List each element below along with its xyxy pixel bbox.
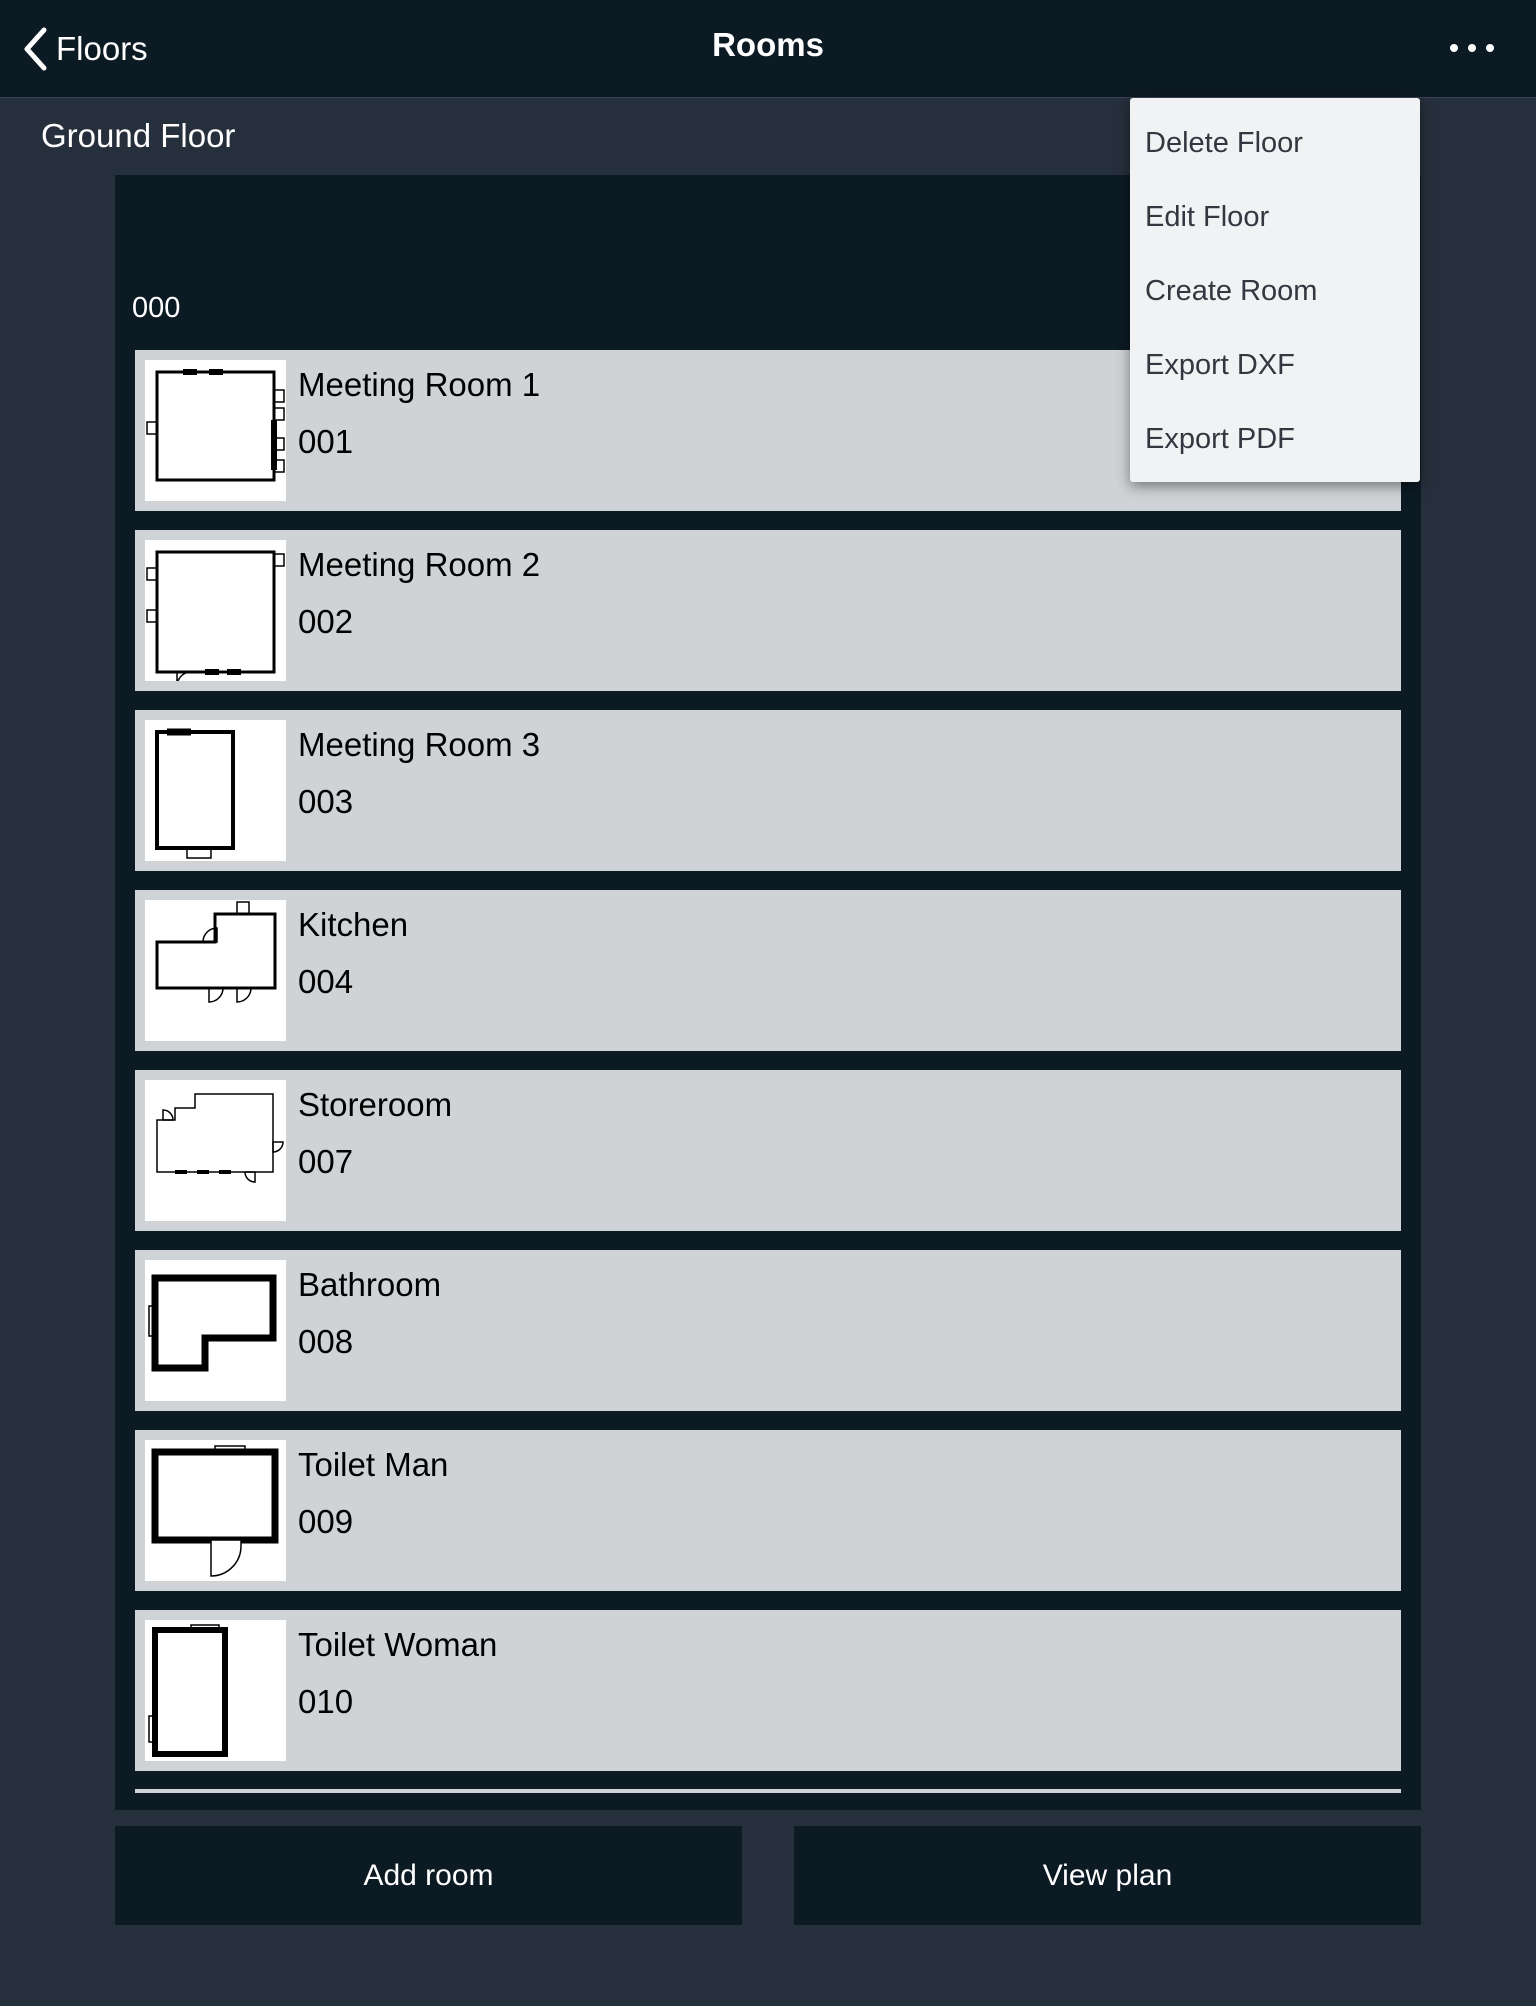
room-number: 002 [298, 603, 354, 640]
room-plan-thumbnail [145, 1620, 286, 1761]
floor-title: Ground Floor [41, 117, 236, 154]
ellipsis-dot [1486, 44, 1494, 52]
floor-plan-icon [145, 540, 286, 681]
room-plan-thumbnail [145, 900, 286, 1041]
room-list [135, 350, 1401, 1790]
room-name: Meeting Room 3 [298, 726, 541, 763]
menu-item-edit-floor[interactable]: Edit Floor [1145, 200, 1270, 233]
room-plan-thumbnail [145, 720, 286, 861]
floor-plan-icon [145, 720, 286, 861]
floor-plan-icon [145, 1080, 286, 1221]
room-number: 003 [298, 783, 354, 820]
room-name: Kitchen [298, 906, 409, 943]
chevron-left-icon [22, 27, 48, 71]
room-plan-thumbnail [145, 1440, 286, 1581]
room-name: Toilet Woman [298, 1626, 498, 1663]
view-plan-button[interactable]: View plan [794, 1826, 1421, 1925]
options-menu [1130, 98, 1420, 482]
floor-plan-icon [145, 900, 286, 1041]
room-number: 010 [298, 1683, 354, 1720]
page-title: Rooms [712, 26, 824, 63]
back-button[interactable] [22, 24, 148, 74]
room-plan-thumbnail [145, 540, 286, 681]
room-number: 004 [298, 963, 354, 1000]
room-row[interactable] [135, 890, 1401, 1051]
floor-plan-icon [145, 1260, 286, 1401]
room-row[interactable] [135, 1250, 1401, 1411]
floor-plan-icon [145, 1620, 286, 1761]
room-name: Storeroom [298, 1086, 453, 1123]
room-number: 008 [298, 1323, 354, 1360]
menu-item-export-pdf[interactable]: Export PDF [1145, 422, 1295, 455]
room-name: Meeting Room 2 [298, 546, 541, 583]
floor-number: 000 [132, 292, 181, 324]
room-name: Bathroom [298, 1266, 442, 1303]
ellipsis-icon [1450, 44, 1458, 52]
room-name: Meeting Room 1 [298, 366, 541, 403]
menu-item-create-room[interactable]: Create Room [1145, 274, 1318, 307]
add-room-button[interactable]: Add room [115, 1826, 742, 1925]
room-number: 009 [298, 1503, 354, 1540]
room-number: 001 [298, 423, 354, 460]
room-number: 007 [298, 1143, 354, 1180]
navigation-bar [0, 0, 1536, 98]
back-label: Floors [56, 30, 148, 67]
room-plan-thumbnail [145, 1080, 286, 1221]
list-divider [135, 1789, 1401, 1793]
menu-item-export-dxf[interactable]: Export DXF [1145, 348, 1295, 381]
room-name: Toilet Man [298, 1446, 449, 1483]
room-row[interactable] [135, 710, 1401, 871]
more-options-button[interactable] [1450, 32, 1494, 64]
ellipsis-dot [1468, 44, 1476, 52]
menu-item-delete-floor[interactable]: Delete Floor [1145, 126, 1303, 159]
room-plan-thumbnail [145, 360, 286, 501]
room-plan-thumbnail [145, 1260, 286, 1401]
room-row[interactable] [135, 1610, 1401, 1771]
floor-plan-icon [145, 1440, 286, 1581]
room-row[interactable] [135, 1430, 1401, 1591]
room-row[interactable] [135, 530, 1401, 691]
room-row[interactable] [135, 1070, 1401, 1231]
floor-plan-icon [145, 360, 286, 501]
